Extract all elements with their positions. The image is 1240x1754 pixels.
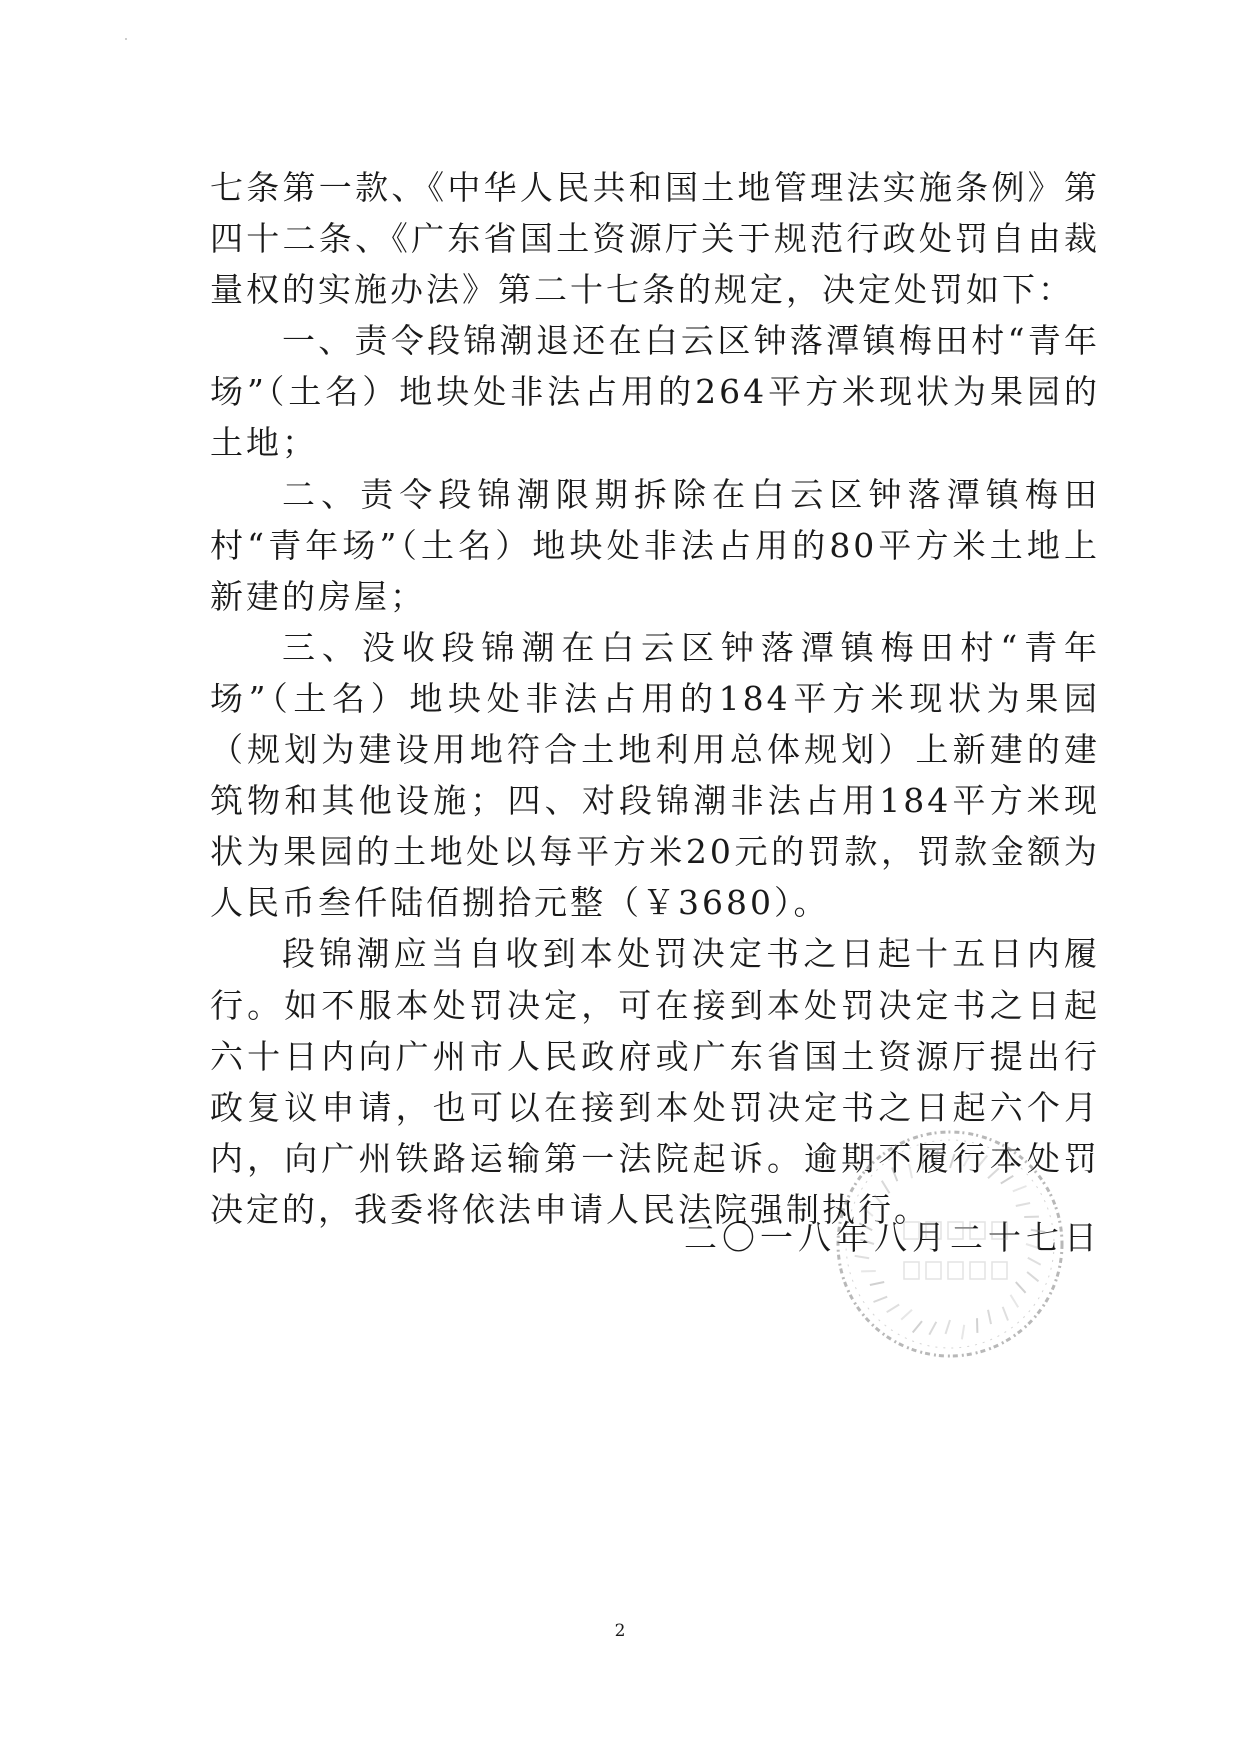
paragraph-legal-basis: 七条第一款、《中华人民共和国土地管理法实施条例》第四十二条、《广东省国土资源厅关于规范行政处罚自由裁量权的实施办法》第二十七条的规定，决定处罚如下： <box>210 168 1100 310</box>
seal-texture-block <box>926 1222 941 1239</box>
seal-texture-stroke <box>892 1168 897 1182</box>
seal-texture-stroke <box>874 1297 888 1302</box>
seal-texture-stroke <box>860 1240 874 1245</box>
seal-texture-stroke <box>909 1164 912 1178</box>
seal-texture-stroke <box>1031 1230 1046 1232</box>
seal-texture-stroke <box>929 1322 936 1335</box>
seal-texture-stroke <box>862 1207 873 1216</box>
seal-texture-stroke <box>1013 1186 1027 1191</box>
seal-texture-block <box>970 1222 985 1239</box>
paragraph-penalty-1: 一、责令段锦潮退还在白云区钟落潭镇梅田村“青年场”（土名）地块处非法占用的264平方米现状为果园的土地； <box>210 321 1100 463</box>
seal-texture-stroke <box>988 1168 999 1178</box>
seal-texture-stroke <box>1011 1295 1019 1308</box>
paragraph-appeal-notice: 段锦潮应当自收到本处罚决定书之日起十五日内履行。如不服本处罚决定，可在接到本处罚决定书之日起六十日内向广州市人民政府或广东省国土资源厅提出行政复议申请，也可以在接到本处罚决定书之日起六个月内，向广州铁路运输第一法院起诉。逾期不履行本处罚决定的，我委将依法申请人民法院强制执行。 <box>210 934 1100 1229</box>
seal-texture-stroke <box>962 1325 964 1340</box>
document-body <box>210 162 1100 1235</box>
seal-texture-stroke <box>901 1310 912 1320</box>
seal-texture-stroke <box>1001 1176 1014 1184</box>
seal-texture-stroke <box>936 1149 938 1164</box>
seal-texture-stroke <box>855 1256 870 1258</box>
seal-texture-block <box>948 1222 963 1239</box>
seal-texture-stroke <box>978 1156 987 1167</box>
seal-texture-stroke <box>859 1223 872 1230</box>
signature-date: 二〇一八年八月二十七日 <box>684 1218 1102 1257</box>
seal-texture-stroke <box>946 1320 951 1334</box>
seal-texture-block <box>992 1262 1007 1279</box>
scan-speck <box>125 38 127 40</box>
seal-texture-stroke <box>1028 1258 1041 1265</box>
paragraph-penalty-3-4: 三、没收段锦潮在白云区钟落潭镇梅田村“青年场”（土名）地块处非法占用的184平方米现状为果园（规划为建设用地符合土地利用总体规划）上新建的建筑物和其他设施；四、对段锦潮非法占用184平方米现状为果园的土地处以每平方米20元的罚款，罚款金额为人民币叁仟陆佰捌拾元整（￥3680）。 <box>210 627 1100 923</box>
seal-texture-stroke <box>964 1153 971 1166</box>
paragraph-penalty-2: 二、责令段锦潮限期拆除在白云区钟落潭镇梅田村“青年场”（土名）地块处非法占用的80平方米土地上新建的房屋； <box>210 474 1100 616</box>
seal-texture-stroke <box>1016 1203 1030 1206</box>
seal-texture-block <box>948 1262 963 1279</box>
seal-texture-block <box>904 1222 919 1239</box>
seal-texture-block <box>992 1222 1007 1239</box>
seal-texture-stroke <box>950 1154 955 1168</box>
seal-texture-stroke <box>870 1282 884 1285</box>
official-seal-stamp-icon <box>832 1126 1068 1362</box>
seal-texture-stroke <box>874 1195 884 1206</box>
seal-texture-stroke <box>988 1310 991 1324</box>
seal-texture-block <box>904 1262 919 1279</box>
seal-texture-block <box>970 1262 985 1279</box>
seal-texture-stroke <box>1003 1307 1008 1321</box>
seal-texture-stroke <box>1027 1272 1038 1281</box>
seal-texture-stroke <box>1026 1244 1040 1249</box>
seal-texture-stroke <box>1016 1282 1026 1293</box>
seal-texture-stroke <box>887 1305 900 1313</box>
seal-texture-stroke <box>913 1321 922 1332</box>
seal-texture-block <box>926 1262 941 1279</box>
seal-texture-stroke <box>882 1181 890 1194</box>
page-number: 2 <box>614 1621 626 1641</box>
